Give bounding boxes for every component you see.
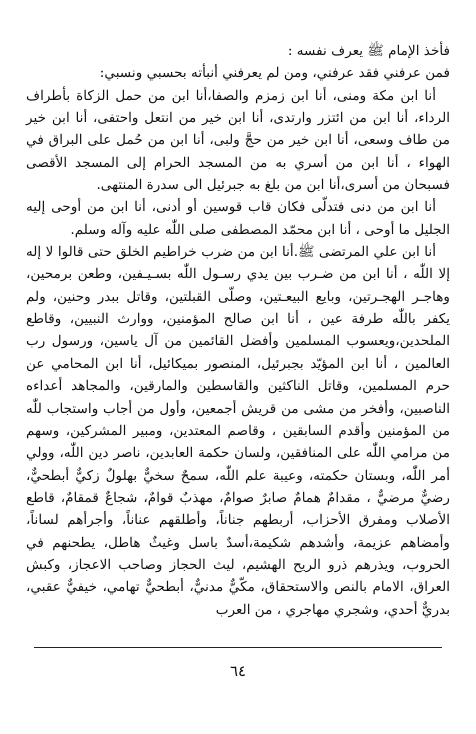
paragraph-lineage: فمن عرفني فقد عرفني، ومن لم يعرفني أنبأته بحسبي ونسبي: [99,65,450,82]
paragraph-ali: أنا ابن علي المرتضى ﷺ.أنا ابن من ضرب خراطيم الخلق حتى قالوا لا إله إلا اللّٰه ، أنا ابن من ضـرب بين يدي رسـول اللّٰه بسـيـفين، وطعن برمحين، وهاجـر الهجـرتين، وبايع البيعـتين، وصلّى القبلتين، وقاتل ببدر وحنين، ولم يكفر باللّٰه طرفة عين ، أنا ابن صالح المؤمنين، ووارث النبيين، وقاطع الملحدين،ويعسوب المسلمين وأفضل القائمين من آل ياسين، ورسول رب العالمين ، أنا ابن المؤيّد بجبرئيل، المنصور بميكائيل، أنا ابن المحامي عن حرم المسلمين، وقاتل الناكثين والقاسطين والمارقين، والمجاهد أعداءه الناصبين، وأفخر من مشى من قريش أجمعين، وأول من أجاب واستجاب للّٰه من المؤمنين وأقدم السابقين ، وقاصم المعتدين، ومبير المشركين، وسهم من مرامي اللّٰه على المنافقين، ولسان حكمة العابدين، ناصر دين اللّٰه، وولي أمر اللّٰه، وبستان حكمته، وعيبة علم اللّٰه، سمحٌ سخيٌّ بهلولٌ زكيٌّ أبطحيٌّ، رضيٌّ مرضيٌّ ، مقدامٌ همامٌ صابرٌ صوامٌ، مهذبٌ قوامٌ، شجاعٌ قمقامٌ، قاطع الأصلاب ومفرق الأحزاب، أربطهم جناناً، وأطلقهم عناناً، وأجرأهم لساناً، وأمضاهم عزيمة، وأشدهم شكيمة،أسدٌ باسل وغيثٌ هاطل، يطحنهم في الحروب، ويذرهم ذرو الريح الهشيم، ليث الحجاز وصاحب الاعجاز، وكبش العراق، الامام بالنص والاستحقاق، مكّيٌّ مدنيٌّ، أبطحيٌّ تهامي، خيفيٌّ عقبي، بدريٌّ أحدي، وشجري مهاجري ، من العرب [26,244,450,618]
paragraph-prophet: أنا ابن من دنى فتدلّى فكان قاب قوسين أو أدنى، أنا ابن من أوحى إليه الجليل ما أوحى ، أنا ابن محمّد المصطفى صلى اللّٰه عليه وآله وسلم. [26,199,450,238]
page-number: ٦٤ [229,662,247,680]
paragraph-intro: فأخذ الإمام ﷺ يعرف نفسه : [287,43,450,59]
paragraph-mecca: أنا ابن مكة ومنى، أنا ابن زمزم والصفا،أنا ابن من حمل الزكاة بأطراف الرداء، أنا ابن من ائتزر وارتدى، أنا ابن خير من انتعل واحتفى، أنا ابن خير من طاف وسعى، أنا ابن خير من حجَّ ولبى، أنا ابن من حُمل على البراق في الهواء ، أنا ابن من أسري به من المسجد الحرام إلى المسجد الأقصى فسبحان من أسرى،أنا ابن من بلغ به جبرئيل الى سدرة المنتهى. [26,87,450,194]
footer-divider [34,647,442,648]
body-text [26,40,450,621]
